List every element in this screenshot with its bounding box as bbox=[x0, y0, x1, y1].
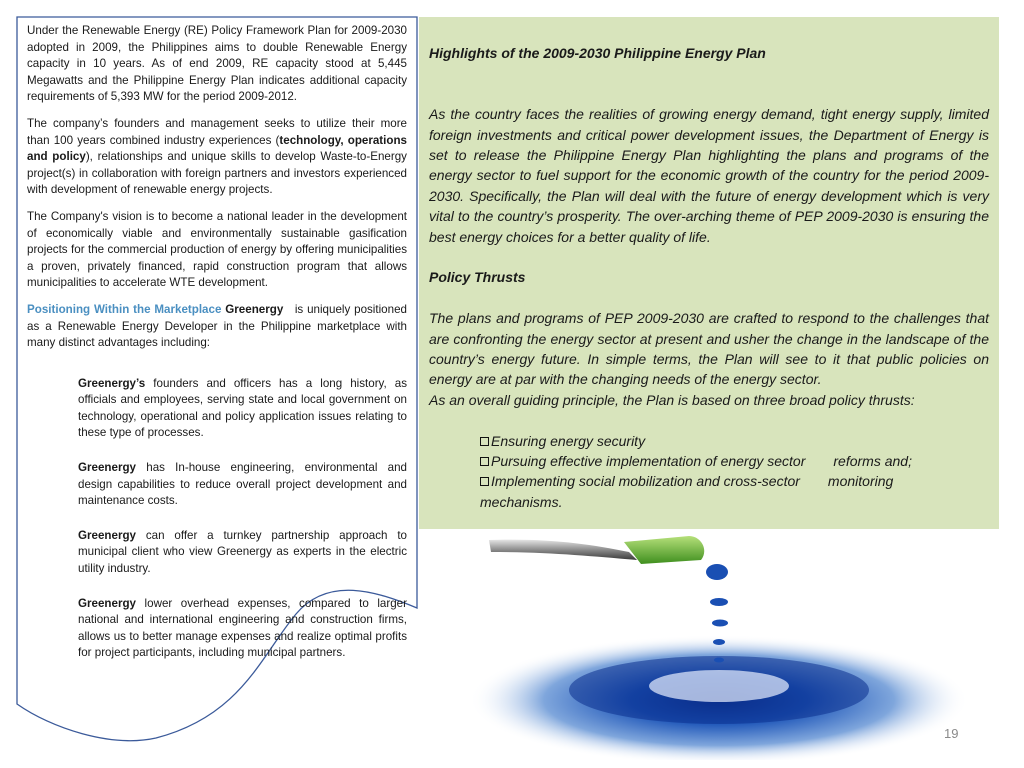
positioning-paragraph: Positioning Within the Marketplace Greenergy is uniquely positioned as a Renewable Energy Developer in the Philippine marketplace with many distinct advantages including: bbox=[27, 302, 407, 350]
plan-heading: Highlights of the 2009-2030 Philippine Energy Plan bbox=[429, 45, 766, 61]
company-name: Greenergy bbox=[225, 302, 284, 316]
plan-intro-paragraph: As the country faces the realities of growing energy demand, tight energy supply, limited foreign investments and critical power development issues, the Department of Energy is set to release the Philippine Energy Plan highlighting the plans and programs of the energy sector to fuel support for the economic growth of the country for the period 2009-2030. Specifically, the Plan will deal with the future of energy development which is very vital to the country’s prosperity. The over-arching theme of PEP 2009-2030 is ensuring the best energy choices for a better quality of life. bbox=[429, 106, 989, 245]
vision-paragraph: The Company's vision is to become a national leader in the development of economically viable and environmentally sustainable gasification projects for the commercial production of energy by offering municipalities a proven, privately financed, rapid construction program that allows municipalities to accelerate WTE development. bbox=[27, 209, 407, 290]
thrust-item: Pursuing effective implementation of energy sector reforms and; bbox=[480, 451, 989, 471]
guiding-principle-paragraph: As an overall guiding principle, the Plan is based on three broad policy thrusts: bbox=[429, 391, 915, 408]
thrust-item: Implementing social mobilization and cross-sector monitoring bbox=[480, 471, 989, 491]
advantage-item: Greenergy’s founders and officers has a long history, as officials and employees, serving state and local government on technology, operational and policy application issues relating to these type of processes. bbox=[78, 376, 407, 440]
experience-areas: technology, operations and policy bbox=[27, 133, 407, 164]
advantage-item: Greenergy has In-house engineering, environmental and design capabilities to reduce overall project development and maintenance costs. bbox=[78, 461, 407, 508]
positioning-heading: Positioning Within the Marketplace bbox=[27, 302, 222, 316]
thrust-item-continued: mechanisms. bbox=[480, 493, 563, 510]
left-text-box bbox=[16, 16, 418, 742]
energy-plan-panel bbox=[419, 17, 999, 529]
checkbox-bullet-icon bbox=[480, 437, 489, 446]
policy-thrusts-heading: Policy Thrusts bbox=[429, 269, 526, 286]
founders-paragraph: The company’s founders and management seeks to utilize their more than 100 years combined industry experiences (technology, operations and policy), relationships and unique skills to develop Waste-to-Energy project(s) in collaboration with foreign partners and investors experienced with development of renewable energy projects. bbox=[27, 116, 407, 197]
advantage-item: Greenergy lower overhead expenses, compared to larger national and international engineering and construction firms, allows us to better manage expenses and realize optimal profits for project participants, including municipal partners. bbox=[78, 596, 407, 660]
checkbox-bullet-icon bbox=[480, 457, 489, 466]
page-number: 19 bbox=[944, 726, 959, 741]
re-framework-paragraph: Under the Renewable Energy (RE) Policy Framework Plan for 2009-2030 adopted in 2009, the Philippines aims to double Renewable Energy capacity in 10 years. As of end 2009, RE capacity stood at 5,445 Megawatts and the Philippine Energy Plan indicates additional capacity requirements of 5,393 MW for the period 2009-2012. bbox=[27, 24, 407, 104]
advantage-item: Greenergy can offer a turnkey partnership approach to municipal client who view Greenergy as experts in the electric utility industry. bbox=[78, 528, 407, 576]
fuel-nozzle bbox=[489, 536, 704, 564]
thrust-item: Ensuring energy security bbox=[480, 431, 989, 451]
fuel-nozzle-water-drop-image bbox=[419, 530, 999, 760]
policy-paragraph: The plans and programs of PEP 2009-2030 are crafted to respond to the challenges that are confronting the energy sector at present and usher the change in the landscape of the country’s energy future. In simple terms, the Plan will see to it that public policies on energy are at par with the changing needs of the energy sector. bbox=[429, 310, 989, 388]
checkbox-bullet-icon bbox=[480, 477, 489, 486]
